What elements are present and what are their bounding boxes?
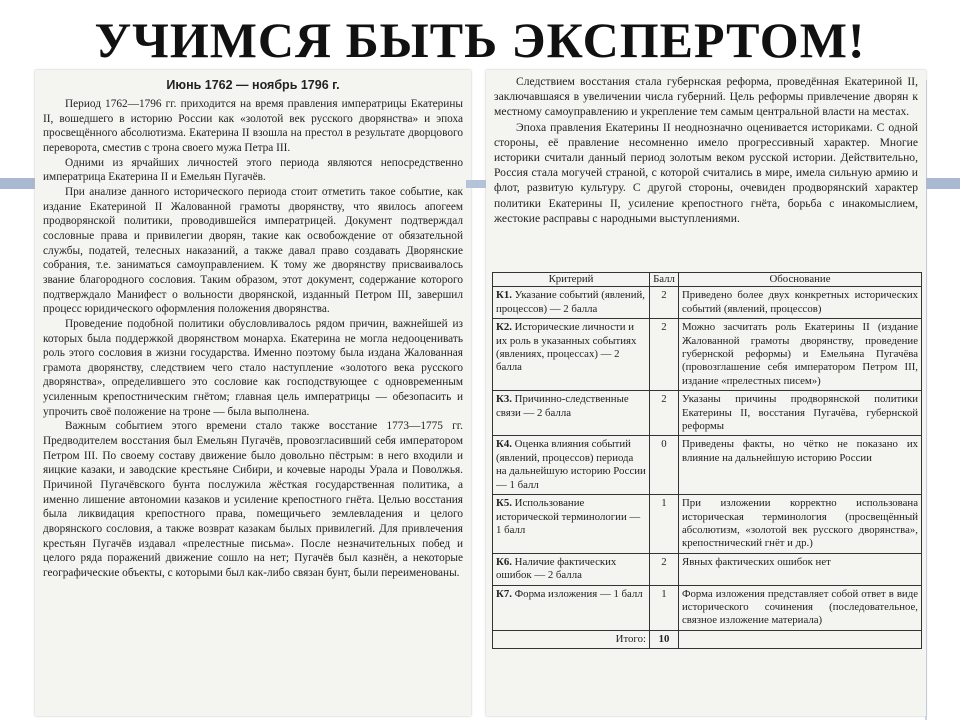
criterion-code: К2. [496, 321, 512, 334]
criterion-code: К3. [496, 393, 512, 406]
essay-paragraph-7: Эпоха правления Екатерины II неоднозначно оценивается историками. С одной стороны, её правление несомненно имело прогрессивный характер. Многие историки считали данный период золотым веком русской истории. Действительно, Россия стала могучей страной, с которой считались в мире, имела сильную армию и флот, развитую культуру. С другой стороны, очевиден продворянский характер политики Екатерины II, усиление крепостного гнёта, борьба с инакомыслием, жестокие расправы с народными выступлениями. [494, 120, 918, 225]
reason-cell: Форма изложения представляет собой ответ в виде исторического сочинения (последовательное, связное изложение материала) [679, 585, 922, 630]
header-reason: Обоснование [679, 273, 922, 287]
criterion-text: Форма изложения — 1 балл [514, 587, 643, 600]
table-row [493, 287, 922, 319]
table-total-row [493, 630, 922, 648]
criterion-code: К7. [496, 587, 512, 600]
reason-cell: Указаны причины продворянской политики Екатерины II, восстания Пугачёва, губернской реформы [679, 391, 922, 436]
criterion-code: К6. [496, 555, 512, 568]
score-cell: 1 [650, 495, 679, 554]
table-row [493, 553, 922, 585]
essay-paragraph-6: Следствием восстания стала губернская реформа, проведённая Екатериной II, заключавшаяся в увеличении числа губерний. Цель реформы привлечение дворян к местному самоуправлению и укрепление тем самым центральной власти на местах. [494, 75, 918, 119]
criterion-text: Наличие фактических ошибок — 2 балла [496, 555, 617, 582]
criterion-text: Указание событий (явлений, процессов) — 2 балла [496, 289, 645, 315]
assessment-page [486, 70, 926, 716]
reason-cell: Можно засчитать роль Екатерины II (издание Жалованной грамоты дворянству, проведение губернской реформы) и Емельяна Пугачёва (провозглашение себя императором Петром III, издание «прелестных писем») [679, 319, 922, 391]
total-value: 10 [650, 630, 679, 648]
criterion-cell [493, 495, 650, 554]
slide-title: УЧИМСЯ БЫТЬ ЭКСПЕРТОМ! [94, 12, 866, 68]
essay-paragraph-3: При анализе данного исторического периода стоит отметить такое событие, как издание Екатериной II Жалованной грамоты дворянству, что явилось апогеем продворянской политики, проводившейся императрицей. Документ подтверждал сословные права и привилегии дворян, такие как освобождение от обязательной службы, податей, телесных наказаний, а также давал право создавать Дворянские собрания, т.е. заниматься самоуправлением. К тому же дворянству присваивалось звание благородного сословия. Таким образом, этот документ, содержание которого подтверждало Манифест о вольности дворянской, изданный Петром III, завершил процесс юридического оформления положения дворянства. [43, 185, 463, 316]
reason-cell: При изложении корректно использована историческая терминология (просвещённый абсолютизм, «золотой век русского дворянства», крепостнический гнёт и др.) [679, 495, 922, 554]
table-row [493, 495, 922, 554]
essay-paragraph-5: Важным событием этого времени стало также восстание 1773—1775 гг. Предводителем восстания был Емельян Пугачёв, провозгласивший себя императором Петром III. По своему составу движение было довольно пёстрым: в него входили и яицкие казаки, и заводские крестьяне Сибири, и кочевые народы Урала и Поволжья. Причиной Пугачёвского бунта послужила жёсткая государственная политика, а именно лишение автономии казаков и усиление крепостного гнёта. Целью восстания была ликвидация крепостного права, помещичьего землевладения и целого дворянского сословия, а также возврат казакам былых привилегий. Для привлечения крестьян Пугачёв издавал «прелестные письма». После незначительных побед и целого ряда поражений движение сошло на нет; Пугачёв был казнён, а некоторые географические объекты, с которыми был как-либо связан бунт, были переименованы. [43, 420, 463, 579]
criterion-text: Причинно-следственные связи — 2 балла [496, 393, 629, 419]
criterion-code: К4. [496, 438, 512, 451]
criterion-cell [493, 553, 650, 585]
score-cell: 2 [650, 553, 679, 585]
essay-heading: Июнь 1762 — ноябрь 1796 г. [166, 78, 340, 92]
criteria-table [492, 272, 922, 649]
table-row [493, 585, 922, 630]
criterion-text: Исторические личности и их роль в указанных событиях (явлениях, процессах) — 2 балла [496, 321, 637, 374]
criterion-cell [493, 436, 650, 495]
criterion-code: К5. [496, 497, 512, 510]
decorative-bar-left [0, 178, 40, 189]
table-header-row [493, 273, 922, 287]
criterion-cell [493, 585, 650, 630]
essay-paragraph-1: Период 1762—1796 гг. приходится на время правления императрицы Екатерины II, вошедшего в историю России как «золотой век русского дворянства» и эпоха просвещённого абсолютизма. Екатерина II взошла на престол в результате дворцового переворота, сместив с трона своего мужа Петра III. [43, 98, 463, 154]
total-empty-cell [679, 630, 922, 648]
reason-cell: Приведено более двух конкретных исторических событий (явлений, процессов) [679, 287, 922, 319]
table-row [493, 391, 922, 436]
essay-paragraph-2: Одними из ярчайших личностей этого периода являются непосредственно императрица Екатерина II и Емельян Пугачёв. [43, 156, 463, 184]
criterion-cell [493, 391, 650, 436]
criterion-code: К1. [496, 289, 512, 302]
header-score: Балл [650, 273, 679, 287]
essay-paragraph-4: Проведение подобной политики обусловливалось рядом причин, важнейшей из которых была поддержкой дворянством монарха. Екатерина не могла недооценивать роль этого сословия в жизни государства. Именно поэтому была издана Жалованная грамота дворянству, следствием чего стало наступление «золотого века русского дворянства», определившего это сословие как господствующее с одновременным усиленным крепостническим гнётом; главная цель императрицы — обезопасить и упрочить своё положение на троне — была выполнена. [43, 317, 463, 418]
criterion-text: Использование исторической терминологии — 1 балл [496, 497, 641, 536]
essay-continuation [494, 74, 918, 226]
table-row [493, 436, 922, 495]
criterion-cell [493, 319, 650, 391]
table-row [493, 319, 922, 391]
score-cell: 1 [650, 585, 679, 630]
score-cell: 2 [650, 319, 679, 391]
reason-cell: Явных фактических ошибок нет [679, 553, 922, 585]
criterion-text: Оценка влияния событий (явлений, процессов) периода на дальнейшую историю России — 1 балл [496, 438, 646, 491]
criterion-cell [493, 287, 650, 319]
score-cell: 0 [650, 436, 679, 495]
reason-cell: Приведены факты, но чётко не показано их влияние на дальнейшую историю России [679, 436, 922, 495]
score-cell: 2 [650, 287, 679, 319]
decorative-bar-right [920, 178, 960, 189]
essay-page [35, 70, 471, 716]
essay-text [43, 76, 463, 581]
header-criterion: Критерий [493, 273, 650, 287]
score-cell: 2 [650, 391, 679, 436]
total-label: Итого: [493, 630, 650, 648]
